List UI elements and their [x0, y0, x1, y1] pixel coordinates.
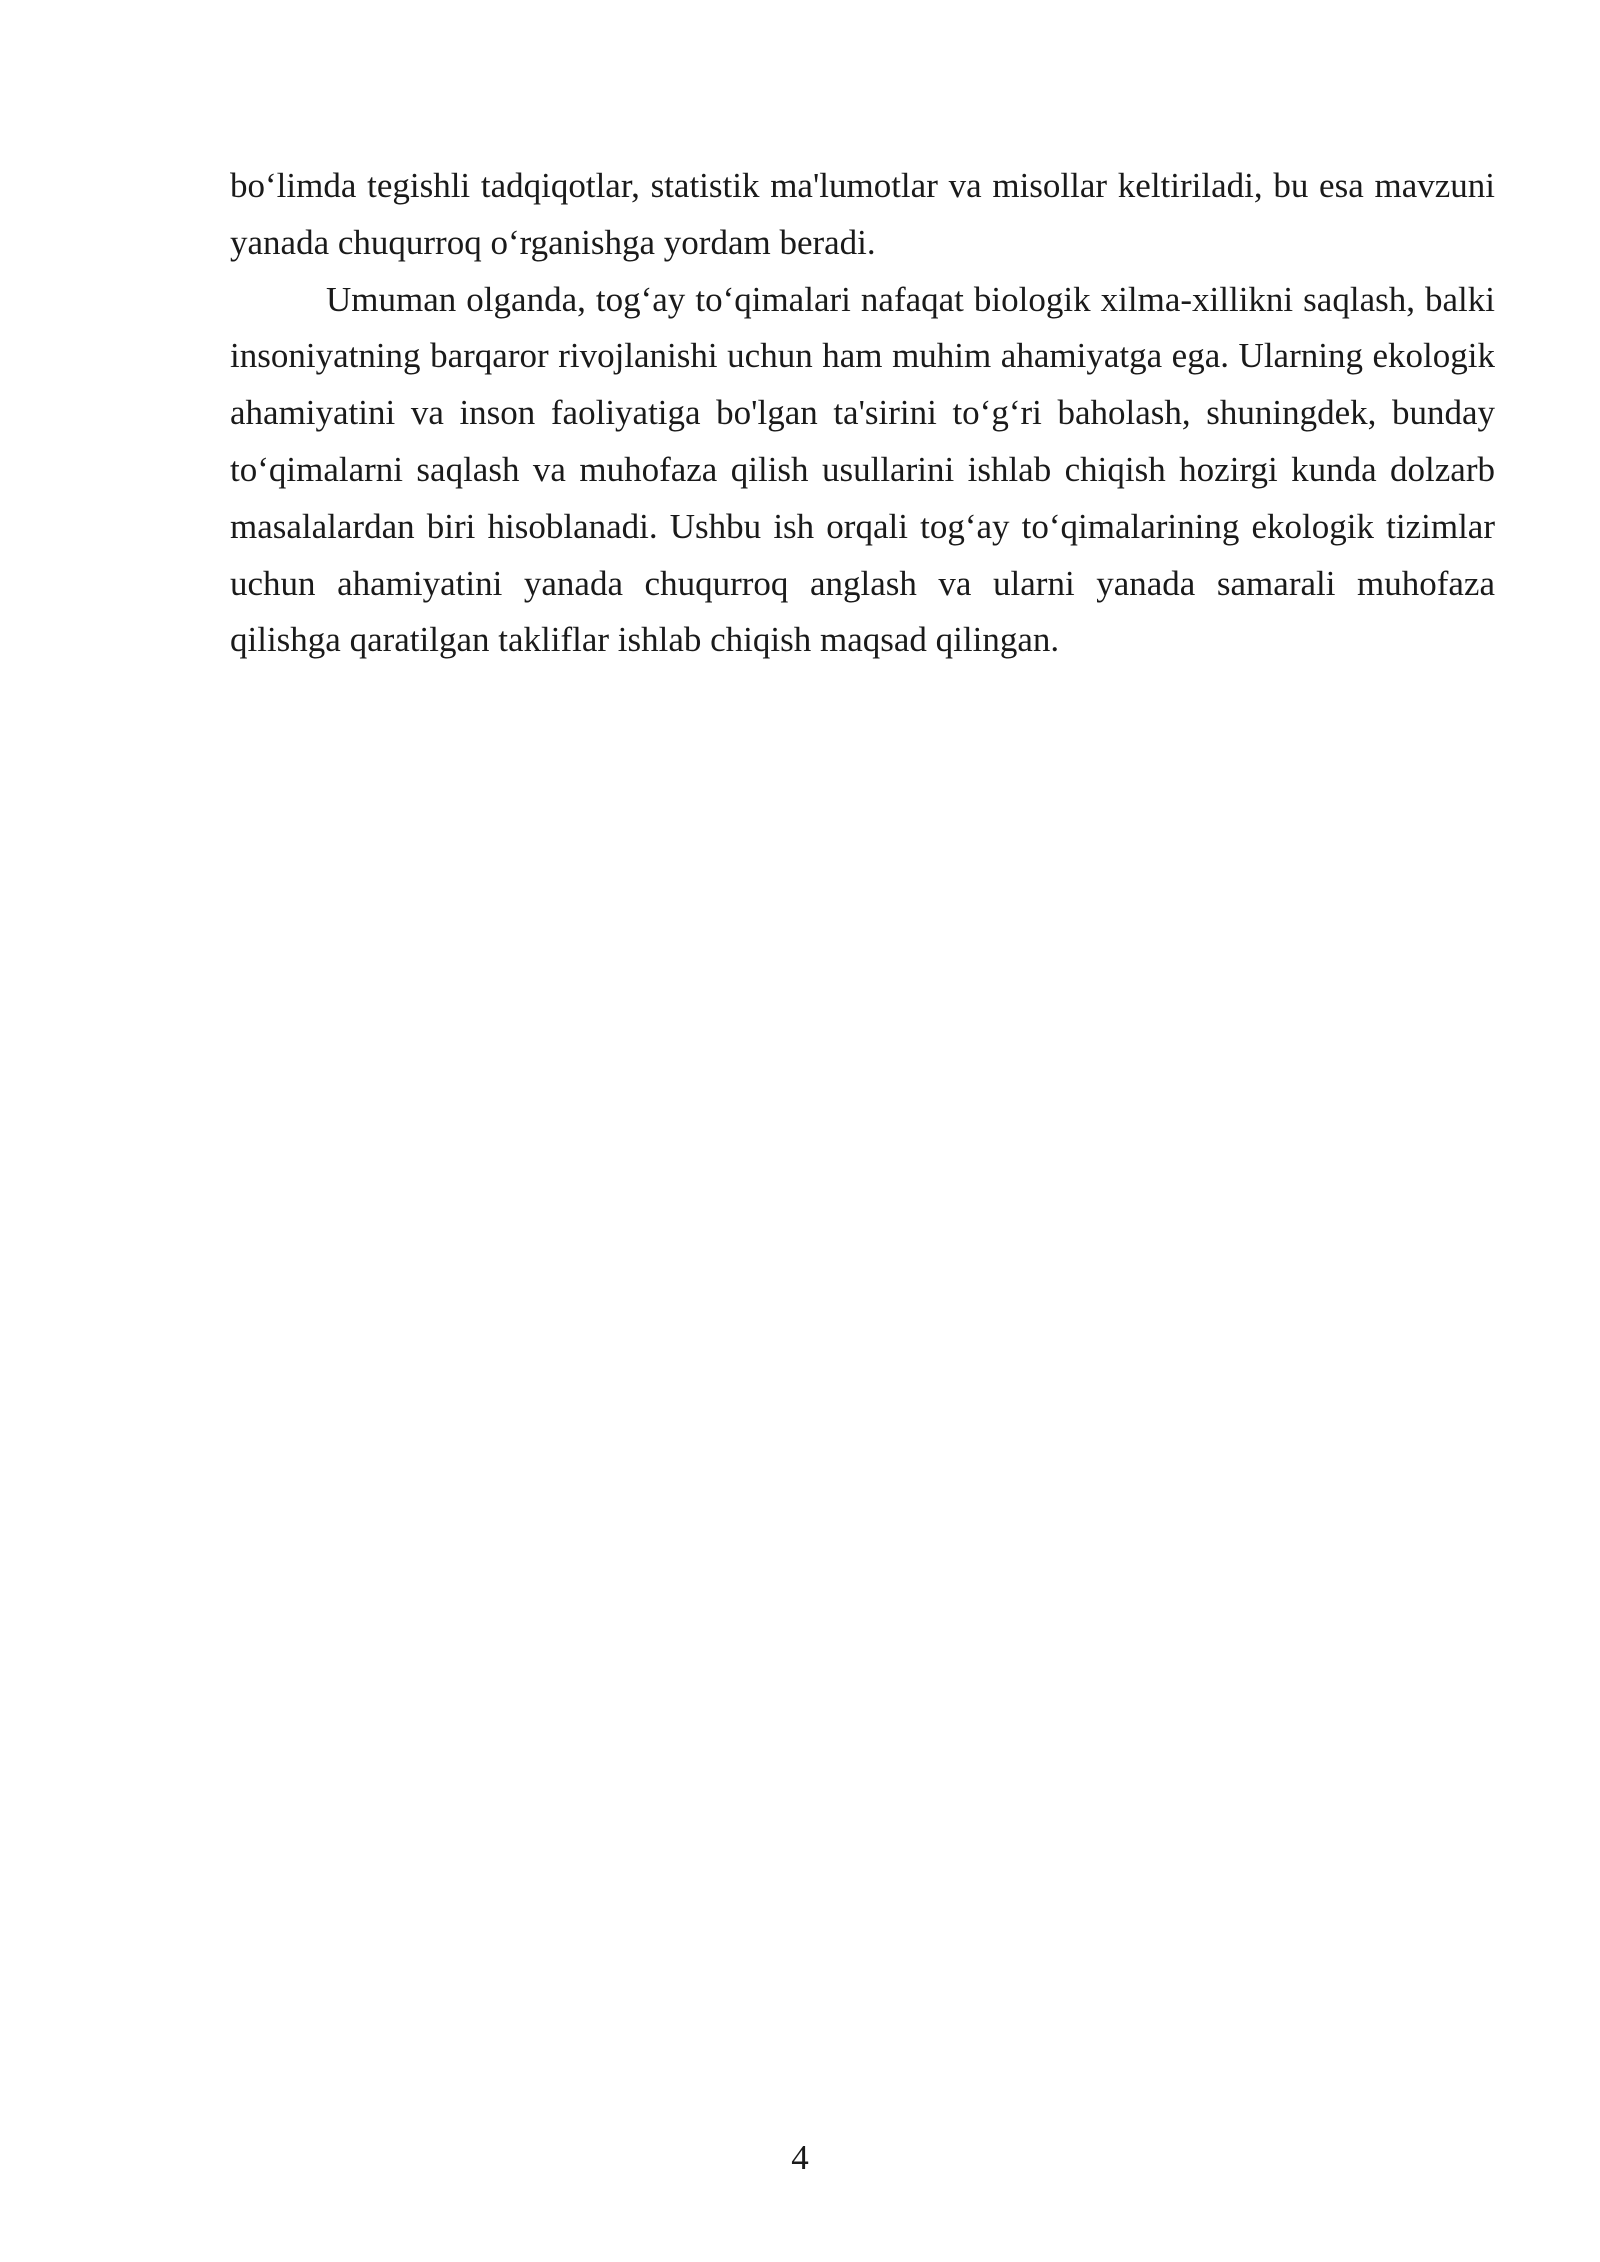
body-text: [230, 158, 1495, 669]
paragraph-summary: Umuman olganda, tog‘ay to‘qimalari nafaqat biologik xilma-xillikni saqlash, balki insoniyatning barqaror rivojlanishi uchun ham muhim ahamiyatga ega. Ularning ekologik ahamiyatini va inson faoliyatiga bo'lgan ta'sirini to‘g‘ri baholash, shuningdek, bunday to‘qimalarni saqlash va muhofaza qilish usullarini ishlab chiqish hozirgi kunda dolzarb masalalardan biri hisoblanadi. Ushbu ish orqali tog‘ay to‘qimalarining ekologik tizimlar uchun ahamiyatini yanada chuqurroq anglash va ularni yanada samarali muhofaza qilishga qaratilgan takliflar ishlab chiqish maqsad qilingan.: [230, 279, 1495, 660]
paragraph-continuation: bo‘limda tegishli tadqiqotlar, statistik ma'lumotlar va misollar keltiriladi, bu esa mavzuni yanada chuqurroq o‘rganishga yordam beradi.: [230, 166, 1495, 262]
page-number: 4: [791, 2138, 809, 2177]
